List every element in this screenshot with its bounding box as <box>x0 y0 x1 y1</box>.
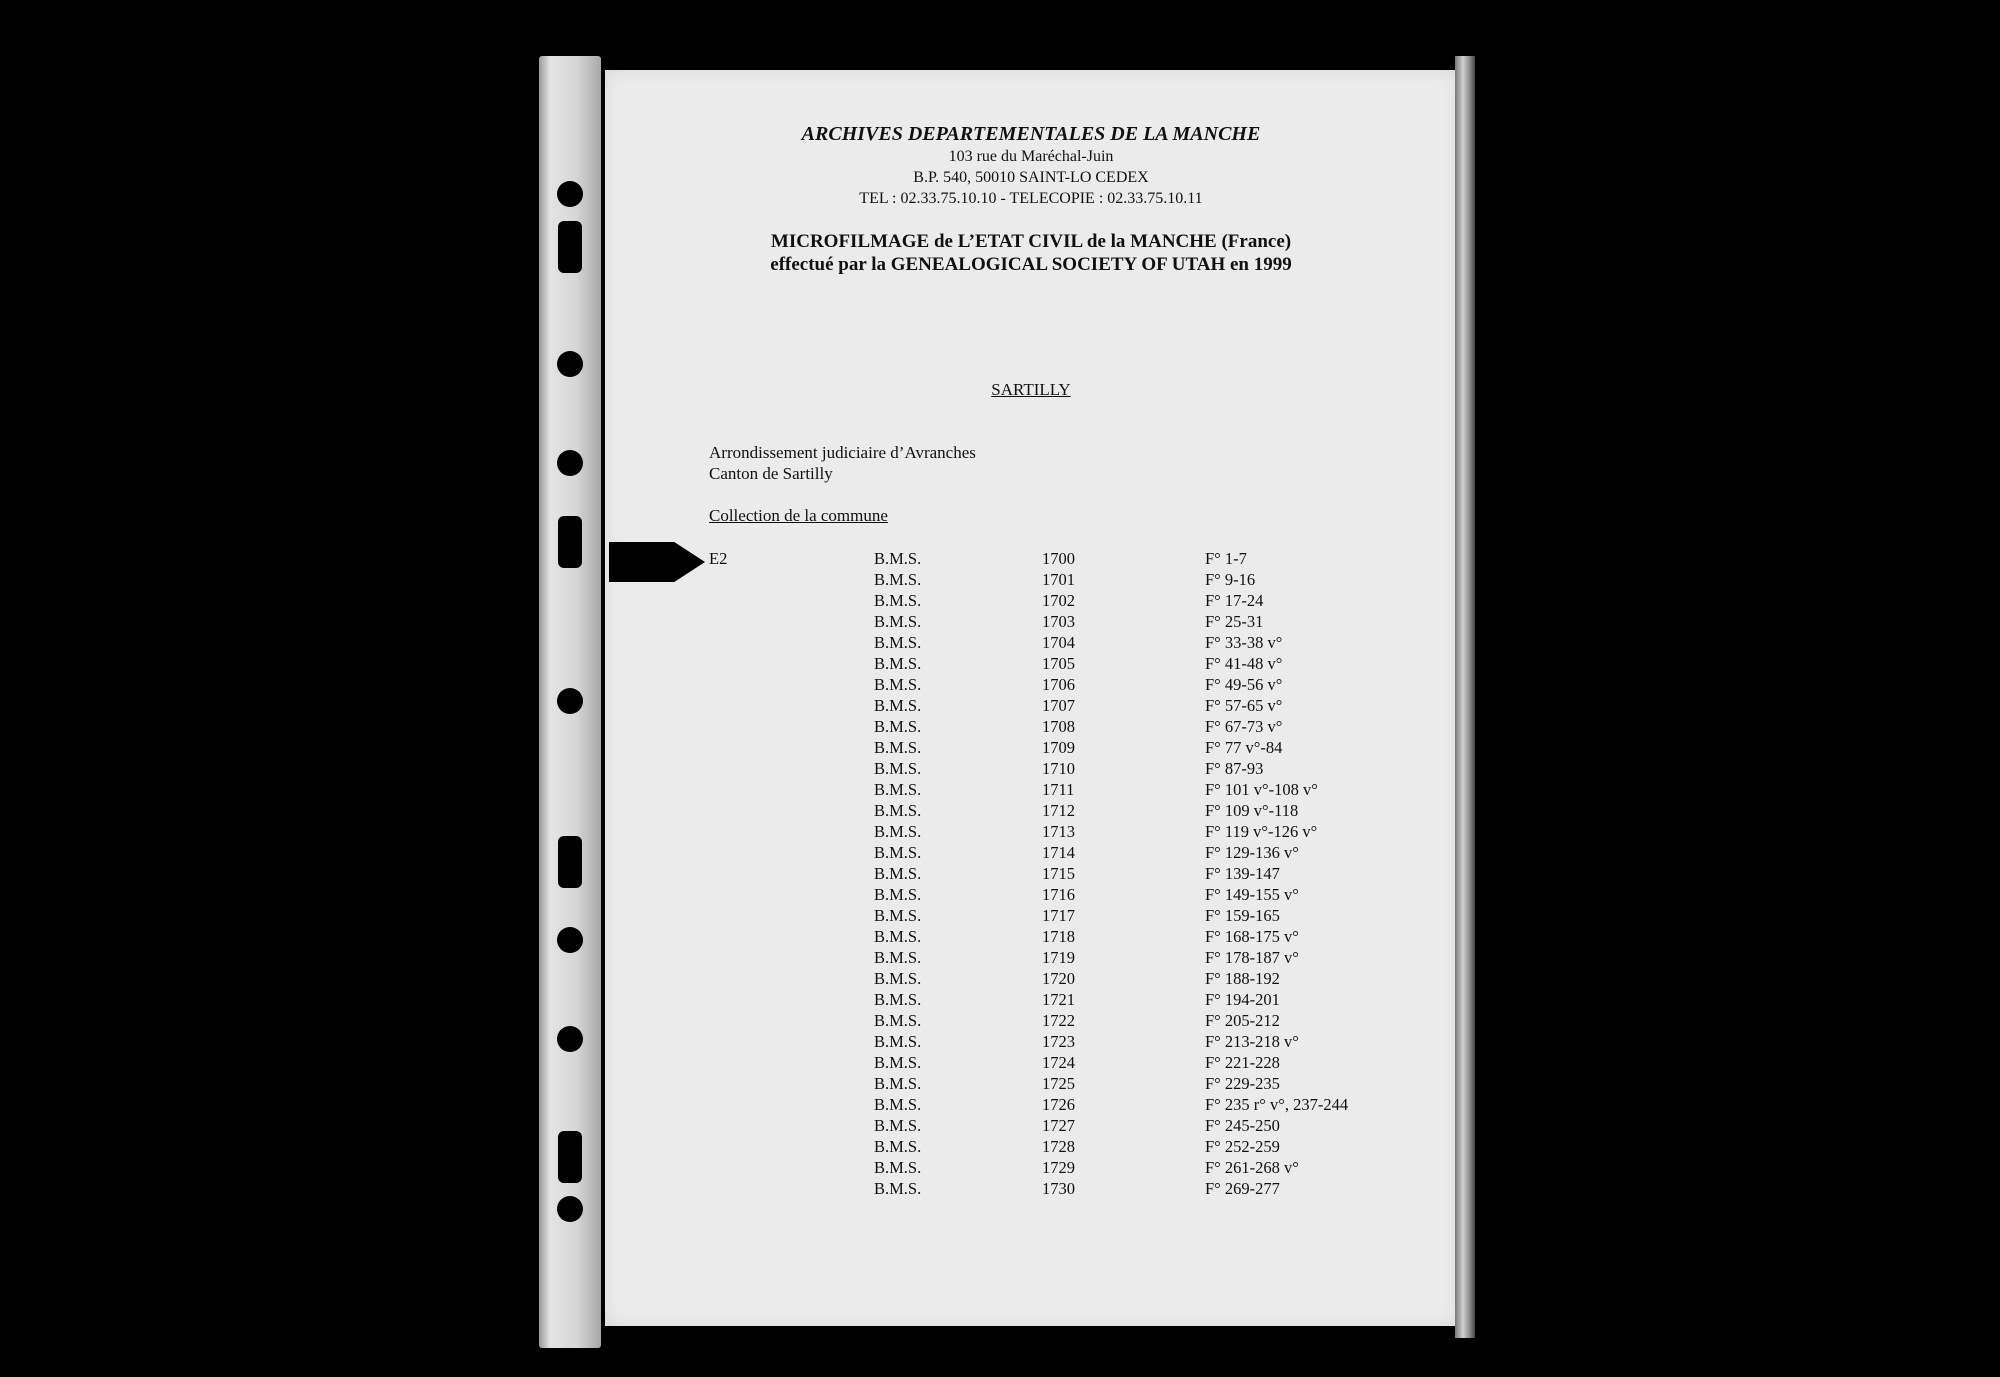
register-year: 1730 <box>1042 1179 1075 1198</box>
commune-info <box>709 442 976 484</box>
register-folio: F° 25-31 <box>1205 612 1264 631</box>
register-type: B.M.S. <box>874 549 922 568</box>
register-type: B.M.S. <box>874 591 922 610</box>
collection-title: Collection de la commune <box>709 506 888 525</box>
archive-header <box>605 122 1457 209</box>
register-type: B.M.S. <box>874 906 922 925</box>
register-year: 1717 <box>1042 906 1075 925</box>
register-folio: F° 1-7 <box>1205 549 1247 568</box>
register-year: 1706 <box>1042 675 1075 694</box>
register-type: B.M.S. <box>874 1095 922 1114</box>
register-type: B.M.S. <box>874 1032 922 1051</box>
project-heading <box>605 230 1457 276</box>
register-type: B.M.S. <box>874 1011 922 1030</box>
punch-hole <box>558 221 582 273</box>
register-year: 1700 <box>1042 549 1075 568</box>
project-line: effectué par la GENEALOGICAL SOCIETY OF UTAH en 1999 <box>770 254 1292 275</box>
register-folio: F° 221-228 <box>1205 1053 1280 1072</box>
register-year: 1714 <box>1042 843 1075 862</box>
register-folio: F° 205-212 <box>1205 1011 1280 1030</box>
register-type: B.M.S. <box>874 780 922 799</box>
punch-hole <box>558 516 582 568</box>
register-type: B.M.S. <box>874 1116 922 1135</box>
canton: Canton de Sartilly <box>709 464 833 483</box>
register-folio: F° 77 v°-84 <box>1205 738 1283 757</box>
register-type: B.M.S. <box>874 1074 922 1093</box>
register-year: 1703 <box>1042 612 1075 631</box>
register-folio: F° 159-165 <box>1205 906 1280 925</box>
register-year: 1719 <box>1042 948 1075 967</box>
register-folio: F° 139-147 <box>1205 864 1280 883</box>
punch-hole <box>557 351 583 377</box>
register-year: 1725 <box>1042 1074 1075 1093</box>
register-type: B.M.S. <box>874 675 922 694</box>
register-folio: F° 49-56 v° <box>1205 675 1283 694</box>
register-type: B.M.S. <box>874 1137 922 1156</box>
commune-title: SARTILLY <box>991 380 1071 399</box>
register-type: B.M.S. <box>874 843 922 862</box>
punch-hole <box>557 450 583 476</box>
punch-hole <box>557 1026 583 1052</box>
register-year: 1721 <box>1042 990 1075 1009</box>
register-year: 1707 <box>1042 696 1075 715</box>
register-type: B.M.S. <box>874 696 922 715</box>
punch-hole <box>557 181 583 207</box>
register-folio: F° 178-187 v° <box>1205 948 1299 967</box>
register-cote: E2 <box>709 549 728 568</box>
register-type: B.M.S. <box>874 1053 922 1072</box>
register-type: B.M.S. <box>874 822 922 841</box>
phone-line: TEL : 02.33.75.10.10 - TELECOPIE : 02.33.75.10.11 <box>859 190 1203 207</box>
register-year: 1724 <box>1042 1053 1075 1072</box>
register-type: B.M.S. <box>874 633 922 652</box>
register-year: 1710 <box>1042 759 1075 778</box>
register-folio: F° 188-192 <box>1205 969 1280 988</box>
register-type: B.M.S. <box>874 927 922 946</box>
punch-hole <box>558 1131 582 1183</box>
register-year: 1712 <box>1042 801 1075 820</box>
register-folio: F° 67-73 v° <box>1205 717 1283 736</box>
register-year: 1715 <box>1042 864 1075 883</box>
register-folio: F° 245-250 <box>1205 1116 1280 1135</box>
register-year: 1716 <box>1042 885 1075 904</box>
register-folio: F° 194-201 <box>1205 990 1280 1009</box>
register-type: B.M.S. <box>874 864 922 883</box>
register-type: B.M.S. <box>874 801 922 820</box>
register-type: B.M.S. <box>874 1179 922 1198</box>
register-year: 1720 <box>1042 969 1075 988</box>
register-folio: F° 109 v°-118 <box>1205 801 1299 820</box>
archive-title: ARCHIVES DEPARTEMENTALES DE LA MANCHE <box>801 123 1261 145</box>
binder-strip <box>539 56 601 1348</box>
register-year: 1723 <box>1042 1032 1075 1051</box>
punch-hole <box>557 1196 583 1222</box>
register-year: 1722 <box>1042 1011 1075 1030</box>
register-year: 1726 <box>1042 1095 1075 1114</box>
register-type: B.M.S. <box>874 654 922 673</box>
register-type: B.M.S. <box>874 759 922 778</box>
register-folio: F° 101 v°-108 v° <box>1205 780 1318 799</box>
register-year: 1728 <box>1042 1137 1075 1156</box>
project-line: MICROFILMAGE de L’ETAT CIVIL de la MANCHE (France) <box>770 231 1292 252</box>
register-type: B.M.S. <box>874 948 922 967</box>
register-folio: F° 252-259 <box>1205 1137 1280 1156</box>
address-line: B.P. 540, 50010 SAINT-LO CEDEX <box>913 169 1149 186</box>
register-folio: F° 41-48 v° <box>1205 654 1283 673</box>
register-year: 1713 <box>1042 822 1075 841</box>
register-type: B.M.S. <box>874 885 922 904</box>
register-type: B.M.S. <box>874 717 922 736</box>
register-year: 1708 <box>1042 717 1075 736</box>
register-folio: F° 33-38 v° <box>1205 633 1283 652</box>
register-folio: F° 229-235 <box>1205 1074 1280 1093</box>
punch-hole <box>557 927 583 953</box>
register-folio: F° 9-16 <box>1205 570 1256 589</box>
register-folio: F° 57-65 v° <box>1205 696 1283 715</box>
register-type: B.M.S. <box>874 969 922 988</box>
register-folio: F° 129-136 v° <box>1205 843 1299 862</box>
register-type: B.M.S. <box>874 738 922 757</box>
register-folio: F° 213-218 v° <box>1205 1032 1299 1051</box>
register-type: B.M.S. <box>874 570 922 589</box>
register-folio: F° 269-277 <box>1205 1179 1280 1198</box>
register-year: 1705 <box>1042 654 1075 673</box>
register-folio: F° 87-93 <box>1205 759 1264 778</box>
register-year: 1718 <box>1042 927 1075 946</box>
register-year: 1701 <box>1042 570 1075 589</box>
register-year: 1709 <box>1042 738 1075 757</box>
page-edge <box>1455 56 1475 1338</box>
register-year: 1729 <box>1042 1158 1075 1177</box>
register-year: 1711 <box>1042 780 1075 799</box>
register-year: 1727 <box>1042 1116 1075 1135</box>
address-line: 103 rue du Maréchal-Juin <box>948 148 1114 165</box>
register-year: 1702 <box>1042 591 1075 610</box>
register-folio: F° 119 v°-126 v° <box>1205 822 1318 841</box>
register-folio: F° 235 r° v°, 237-244 <box>1205 1095 1349 1114</box>
punch-hole <box>558 836 582 888</box>
document-page <box>605 70 1457 1326</box>
register-folio: F° 17-24 <box>1205 591 1264 610</box>
register-folio: F° 168-175 v° <box>1205 927 1299 946</box>
register-year: 1704 <box>1042 633 1075 652</box>
arrondissement: Arrondissement judiciaire d’Avranches <box>709 443 976 462</box>
register-type: B.M.S. <box>874 612 922 631</box>
register-type: B.M.S. <box>874 1158 922 1177</box>
punch-hole <box>557 688 583 714</box>
register-folio: F° 261-268 v° <box>1205 1158 1299 1177</box>
register-type: B.M.S. <box>874 990 922 1009</box>
register-folio: F° 149-155 v° <box>1205 885 1299 904</box>
